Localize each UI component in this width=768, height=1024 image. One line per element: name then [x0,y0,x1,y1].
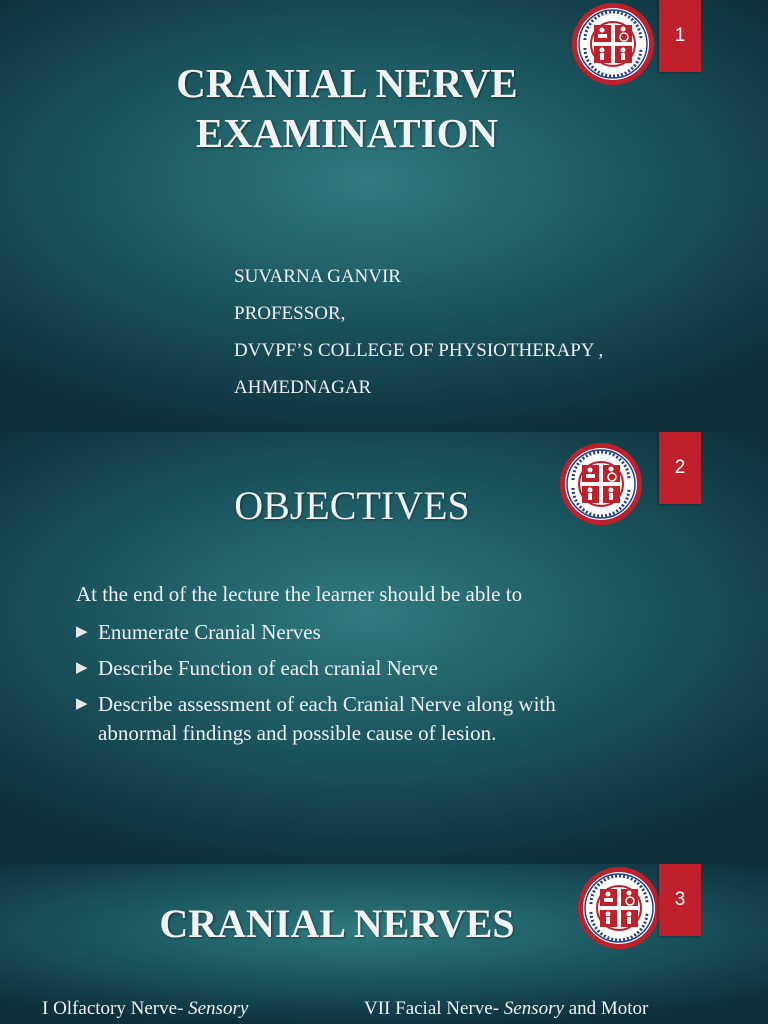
slide-1 [0,0,768,432]
slide-3 [0,864,768,1024]
list-item-text: Enumerate Cranial Nerves [98,620,321,644]
title-line-1: CRANIAL NERVE [176,60,518,106]
nerve-item-right [364,998,648,1020]
nerve-type: Sensory [188,998,249,1019]
author-name: SUVARNA GANVIR [234,266,401,287]
nerve-name: VII Facial Nerve- [364,998,504,1019]
objectives-list [76,618,636,755]
nerve-item-left [42,998,248,1020]
author-block [234,258,603,406]
page-title [100,58,594,158]
list-item [76,690,636,748]
triangle-bullet-icon: ▶ [76,696,88,712]
slide-number: 3 [659,864,701,936]
list-item [76,654,636,683]
intro-text: At the end of the lecture the learner should be able to [76,582,523,606]
list-item-text: Describe assessment of each Cranial Nerve along with abnormal findings and possible cause of lesion. [98,692,556,745]
list-item [76,618,636,647]
author-city: AHMEDNAGAR [234,377,372,398]
nerve-type: Sensory [503,998,564,1019]
slide-number: 2 [659,432,701,504]
slide-number: 1 [659,0,701,72]
section-title: OBJECTIVES [234,483,470,528]
list-item-text: Describe Function of each cranial Nerve [98,656,438,680]
slide-2 [0,432,768,864]
author-role: PROFESSOR, [234,303,346,324]
triangle-bullet-icon: ▶ [76,660,88,676]
nerve-name: I Olfactory Nerve- [42,998,189,1019]
author-college: DVVPF’S COLLEGE OF PHYSIOTHERAPY , [234,340,604,361]
title-line-2: EXAMINATION [195,110,499,156]
nerve-type-suffix: and Motor [563,998,649,1019]
section-title: CRANIAL NERVES [159,901,515,946]
triangle-bullet-icon: ▶ [76,624,88,640]
